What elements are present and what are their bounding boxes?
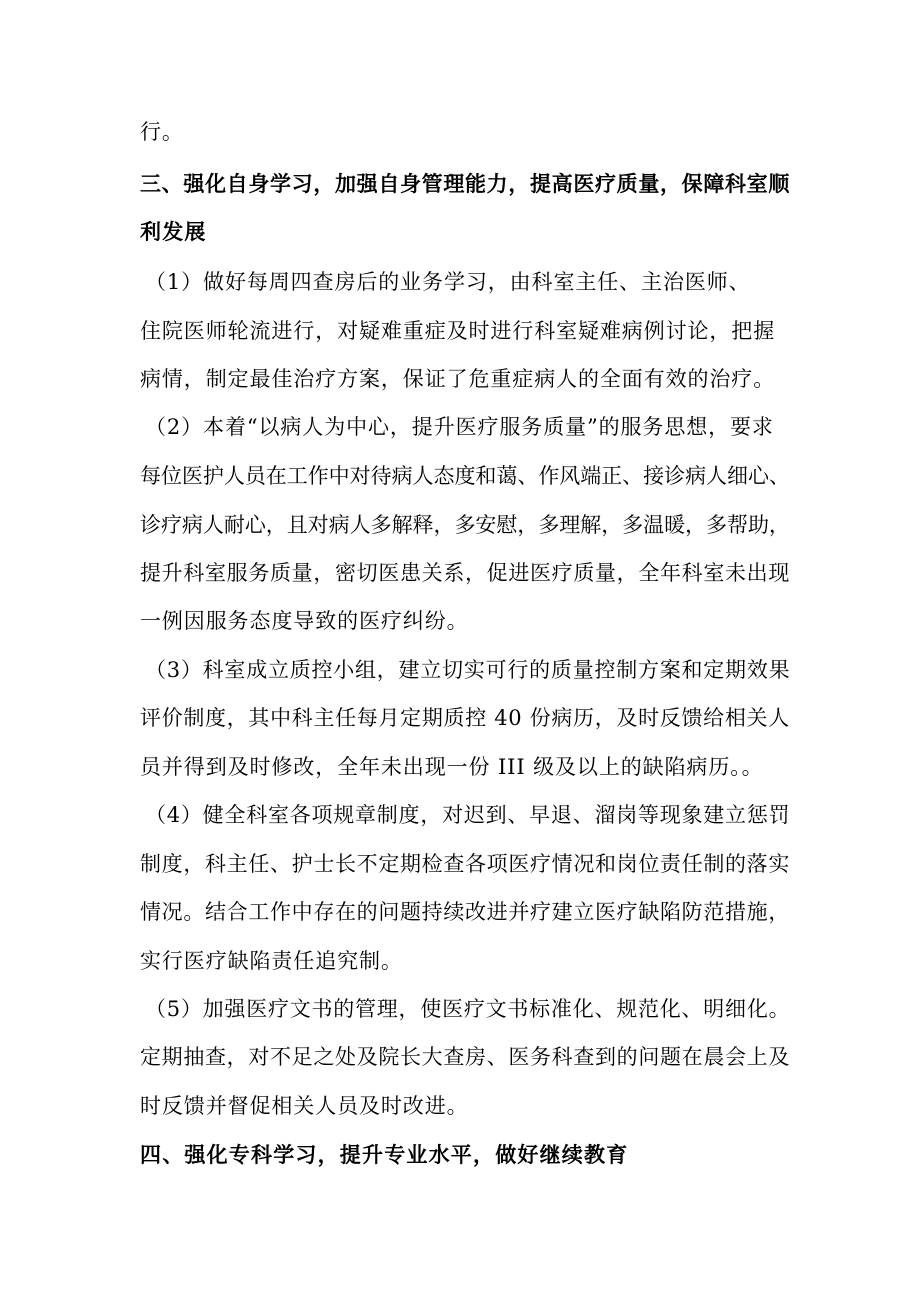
text-line: 每位医护人员在工作中对待病人态度和蔼、作风端正、接诊病人细心、 [140,464,790,488]
text-line: 评价制度，其中科主任每月定期质控 40 份病历，及时反馈给相关人 [140,706,790,730]
text-line: 住院医师轮流进行，对疑难重症及时进行科室疑难病例讨论，把握 [140,319,776,343]
section-heading: 四、强化专科学习，提升专业水平，做好继续教育 [140,1143,629,1167]
text-line: 一例因服务态度导致的医疗纠纷。 [140,609,469,633]
text-line: 员并得到及时修改，全年未出现一份 III 级及以上的缺陷病历。。 [140,755,764,779]
text-line: （4）健全科室各项规章制度，对迟到、早退、溜岗等现象建立惩罚 [145,803,791,827]
text-line: 定期抽查，对不足之处及院长大查房、医务科查到的问题在晨会上及 [140,1045,790,1069]
text-line: 时反馈并督促相关人员及时改进。 [140,1094,469,1118]
text-line: 诊疗病人耐心，且对病人多解释，多安慰，多理解，多温暖，多帮助， [140,513,790,537]
text-line: （2）本着“以病人为中心，提升医疗服务质量”的服务思想，要求 [145,415,774,439]
text-line: （1）做好每周四查房后的业务学习，由科室主任、主治医师、 [145,270,751,294]
section-heading: 三、强化自身学习，加强自身管理能力，提高医疗质量，保障科室顺 [140,172,790,196]
text-line: （3）科室成立质控小组，建立切实可行的质量控制方案和定期效果 [145,658,791,682]
text-line: 制度，科主任、护士长不定期检查各项医疗情况和岗位责任制的落实 [140,852,790,876]
section-heading: 利发展 [140,220,207,244]
text-line: 提升科室服务质量，密切医患关系，促进医疗质量，全年科室未出现 [140,561,790,585]
text-line: 行。 [140,120,184,144]
text-line: 实行医疗缺陷责任追究制。 [140,949,403,973]
text-line: （5）加强医疗文书的管理，使医疗文书标准化、规范化、明细化。 [145,997,791,1021]
text-line: 病情，制定最佳治疗方案，保证了危重症病人的全面有效的治疗。 [140,367,776,391]
text-line: 情况。结合工作中存在的问题持续改进并疗建立医疗缺陷防范措施， [140,900,790,924]
